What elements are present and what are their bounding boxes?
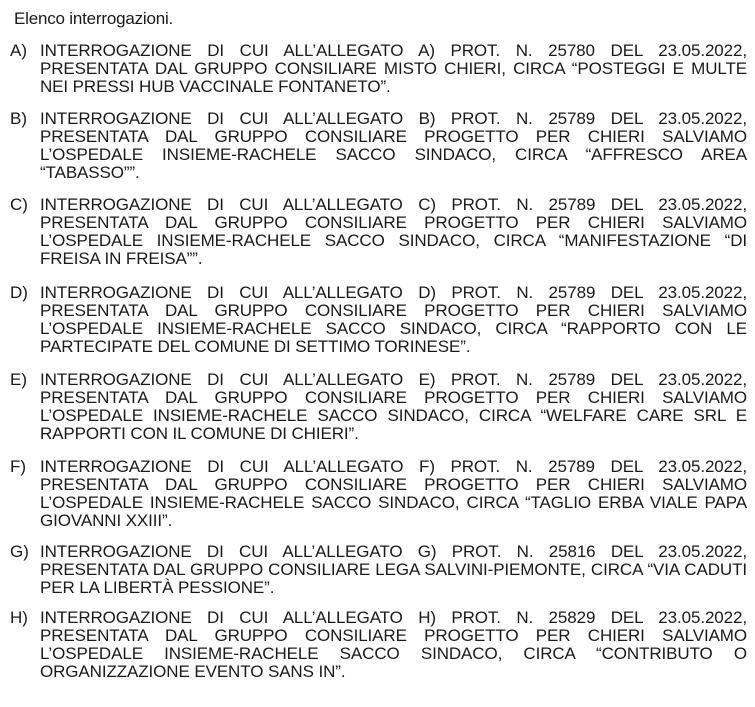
interrogation-item-a <box>10 42 747 96</box>
item-line: L’OSPEDALE INSIEME-RACHELE SACCO SINDACO, CIRCA “RAPPORTO CON LE <box>40 319 747 338</box>
item-line: INTERROGAZIONE DI CUI ALL’ALLEGATO H) PROT. N. 25829 DEL 23.05.2022, <box>40 608 747 627</box>
item-line: INTERROGAZIONE DI CUI ALL’ALLEGATO E) PROT. N. 25789 DEL 23.05.2022, <box>40 370 747 389</box>
item-line: INTERROGAZIONE DI CUI ALL’ALLEGATO A) PROT. N. 25780 DEL 23.05.2022, <box>40 41 747 60</box>
item-line: PRESENTATA DAL GRUPPO CONSILIARE LEGA SALVINI-PIEMONTE, CIRCA “VIA CADUTI <box>40 560 747 579</box>
item-label: C) <box>10 195 28 214</box>
item-label: B) <box>10 109 27 128</box>
item-label: G) <box>10 542 29 561</box>
item-line: INTERROGAZIONE DI CUI ALL’ALLEGATO D) PROT. N. 25789 DEL 23.05.2022, <box>40 283 747 302</box>
item-line: “TABASSO””. <box>40 163 140 182</box>
item-line: PRESENTATA DAL GRUPPO CONSILIARE MISTO CHIERI, CIRCA “POSTEGGI E MULTE <box>40 59 747 78</box>
item-line: PRESENTATA DAL GRUPPO CONSILIARE PROGETTO PER CHIERI SALVIAMO <box>40 475 747 494</box>
item-line: PER LA LIBERTÀ PESSIONE”. <box>40 578 275 597</box>
item-line: L’OSPEDALE INSIEME-RACHELE SACCO SINDACO, CIRCA “AFFRESCO AREA <box>40 145 747 164</box>
interrogation-item-b <box>10 110 747 182</box>
item-text <box>40 284 747 356</box>
interrogation-item-d <box>10 284 747 356</box>
item-label: A) <box>10 41 27 60</box>
item-text <box>40 371 747 443</box>
item-label: F) <box>10 457 27 476</box>
item-label: D) <box>10 283 28 302</box>
item-line: PRESENTATA DAL GRUPPO CONSILIARE PROGETTO PER CHIERI SALVIAMO <box>40 626 747 645</box>
interrogation-item-c <box>10 196 747 268</box>
interrogation-item-f <box>10 458 747 530</box>
item-line: PRESENTATA DAL GRUPPO CONSILIARE PROGETTO PER CHIERI SALVIAMO <box>40 213 747 232</box>
interrogation-item-e <box>10 371 747 443</box>
item-line: L’OSPEDALE INSIEME-RACHELE SACCO SINDACO, CIRCA “MANIFESTAZIONE “DI <box>40 231 747 250</box>
item-line: INTERROGAZIONE DI CUI ALL’ALLEGATO B) PROT. N. 25789 DEL 23.05.2022, <box>40 109 747 128</box>
item-line: PRESENTATA DAL GRUPPO CONSILIARE PROGETTO PER CHIERI SALVIAMO <box>40 127 747 146</box>
item-line: INTERROGAZIONE DI CUI ALL’ALLEGATO C) PROT. N. 25789 DEL 23.05.2022, <box>40 195 747 214</box>
item-line: PRESENTATA DAL GRUPPO CONSILIARE PROGETTO PER CHIERI SALVIAMO <box>40 301 747 320</box>
item-label: E) <box>10 370 27 389</box>
item-text <box>40 42 747 96</box>
item-line: INTERROGAZIONE DI CUI ALL’ALLEGATO G) PROT. N. 25816 DEL 23.05.2022, <box>40 542 747 561</box>
item-line: L’OSPEDALE INSIEME-RACHELE SACCO SINDACO, CIRCA “CONTRIBUTO O <box>40 644 747 663</box>
item-text <box>40 196 747 268</box>
item-line: L’OSPEDALE INSIEME-RACHELE SACCO SINDACO, CIRCA “WELFARE CARE SRL E <box>40 406 747 425</box>
item-text <box>40 110 747 182</box>
item-text <box>40 609 747 681</box>
interrogation-item-h <box>10 609 747 681</box>
item-line: ORGANIZZAZIONE EVENTO SANS IN”. <box>40 662 346 681</box>
item-line: RAPPORTI CON IL COMUNE DI CHIERI”. <box>40 424 359 443</box>
item-line: FREISA IN FREISA””. <box>40 249 203 268</box>
item-line: PRESENTATA DAL GRUPPO CONSILIARE PROGETTO PER CHIERI SALVIAMO <box>40 388 747 407</box>
item-label: H) <box>10 608 28 627</box>
item-line: INTERROGAZIONE DI CUI ALL’ALLEGATO F) PROT. N. 25789 DEL 23.05.2022, <box>40 457 747 476</box>
item-line: NEI PRESSI HUB VACCINALE FONTANETO”. <box>40 77 391 96</box>
item-text <box>40 543 747 597</box>
document-heading: Elenco interrogazioni. <box>14 9 174 28</box>
item-line: L’OSPEDALE INSIEME-RACHELE SACCO SINDACO, CIRCA “TAGLIO ERBA VIALE PAPA <box>40 493 747 512</box>
item-text <box>40 458 747 530</box>
item-line: PARTECIPATE DEL COMUNE DI SETTIMO TORINESE”. <box>40 337 471 356</box>
interrogation-item-g <box>10 543 747 597</box>
item-line: GIOVANNI XXIII”. <box>40 511 173 530</box>
